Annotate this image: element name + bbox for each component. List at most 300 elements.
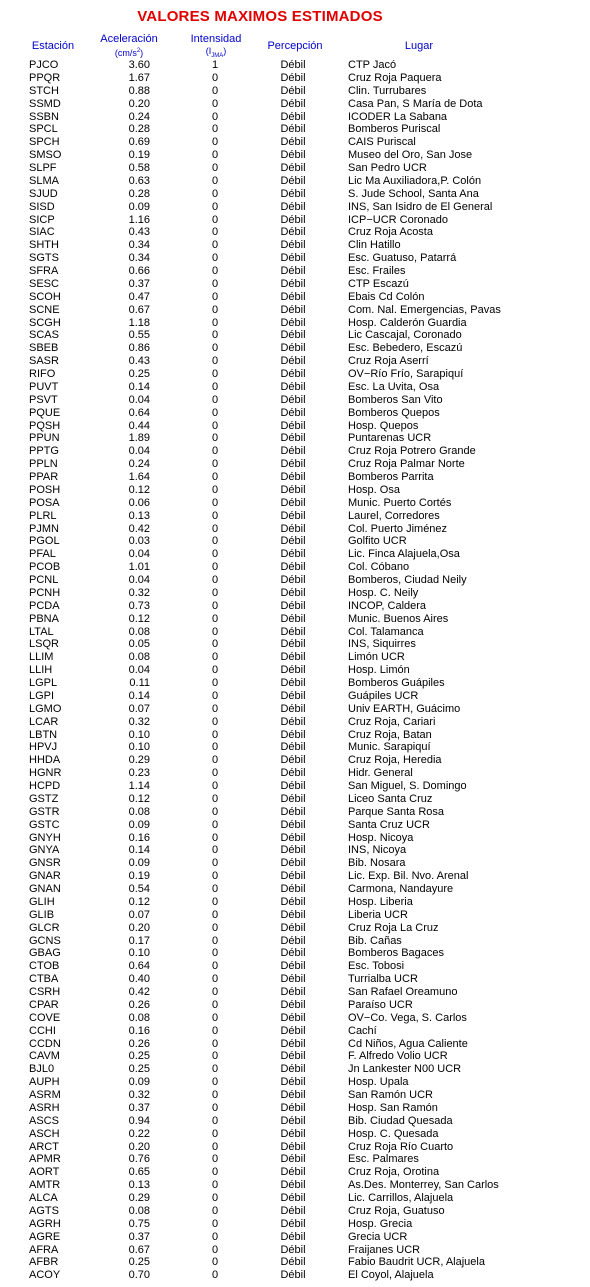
perception-value: Débil <box>280 252 306 265</box>
table-row <box>0 85 590 98</box>
station-code: RIFO <box>29 368 56 380</box>
location-name: Puntarenas UCR <box>348 432 432 445</box>
table-row <box>0 188 590 201</box>
station-code: PJMN <box>29 522 59 535</box>
table-row <box>0 201 590 214</box>
intensity-value: 0 <box>211 908 219 921</box>
location-name: Clin Hatillo <box>348 239 401 252</box>
table-row <box>0 896 590 909</box>
intensity-value: 0 <box>211 973 219 986</box>
location-name: OV−Río Frío, Sarapiquí <box>348 368 464 380</box>
location-name: Bomberos Bagaces <box>348 947 444 960</box>
perception-value: Débil <box>280 1089 306 1101</box>
intensity-value: 0 <box>211 252 219 265</box>
acceleration-value: 0.94 <box>128 1114 150 1127</box>
table-row <box>0 381 590 394</box>
perception-value: Débil <box>280 767 306 780</box>
intensity-value: 0 <box>211 586 219 599</box>
table-row <box>0 252 590 265</box>
location-name: S. Jude School, Santa Ana <box>348 187 479 200</box>
perception-value: Débil <box>280 780 306 792</box>
location-name: Esc. La Uvita, Osa <box>348 380 440 393</box>
perception-value: Débil <box>280 174 306 187</box>
acceleration-value: 0.37 <box>128 1230 150 1243</box>
table-row <box>0 986 590 999</box>
table-row <box>0 239 590 252</box>
station-code: SCNE <box>29 303 60 316</box>
location-name: INS, Nicoya <box>348 844 407 857</box>
table-row <box>0 548 590 561</box>
location-name: Lic. Exp. Bil. Nvo. Arenal <box>348 870 469 883</box>
station-code: LSQR <box>29 638 59 651</box>
perception-value: Débil <box>280 380 306 393</box>
station-code: GNAR <box>29 870 61 883</box>
table-row <box>0 947 590 960</box>
perception-value: Débil <box>280 1153 306 1166</box>
station-code: LGPI <box>29 689 55 702</box>
table-row <box>0 394 590 407</box>
station-code: SISD <box>29 200 55 213</box>
intensity-value: 0 <box>211 792 219 805</box>
acceleration-value: 0.37 <box>128 1101 150 1114</box>
perception-value: Débil <box>280 599 306 612</box>
perception-value: Débil <box>280 998 306 1011</box>
table-row <box>0 265 590 278</box>
perception-value: Débil <box>280 1024 306 1037</box>
location-name: Col. Puerto Jiménez <box>348 522 448 535</box>
location-name: Hosp. Liberia <box>348 895 413 908</box>
table-row <box>0 574 590 587</box>
acceleration-value: 0.09 <box>128 1076 150 1089</box>
location-name: Cruz Roja, Guatuso <box>348 1204 445 1217</box>
acceleration-value: 1.89 <box>128 432 150 445</box>
table-row <box>0 1128 590 1141</box>
table-row <box>0 407 590 420</box>
location-name: Cruz Roja Aserrí <box>348 355 429 368</box>
acceleration-value: 0.67 <box>128 1243 150 1256</box>
perception-value: Débil <box>280 509 306 522</box>
acceleration-value: 0.12 <box>128 612 150 625</box>
location-name: Parque Santa Rosa <box>348 805 445 818</box>
acceleration-value: 0.26 <box>128 1037 150 1050</box>
intensity-value: 0 <box>211 1230 219 1243</box>
acceleration-value: 0.11 <box>129 677 150 689</box>
location-name: Cruz Roja Palmar Norte <box>348 458 465 471</box>
station-code: SGTS <box>29 252 59 265</box>
station-code: AFRA <box>29 1243 59 1256</box>
perception-value: Débil <box>280 277 306 290</box>
acceleration-value: 1.14 <box>128 780 150 792</box>
perception-value: Débil <box>280 625 306 638</box>
acceleration-value: 0.12 <box>128 792 150 805</box>
acceleration-value: 0.28 <box>128 123 150 136</box>
location-name: Bib. Cañas <box>348 934 402 947</box>
station-code: PSVT <box>29 393 58 406</box>
station-code: AGTS <box>29 1204 59 1217</box>
acceleration-value: 0.14 <box>128 380 150 393</box>
intensity-value: 0 <box>211 483 219 496</box>
table-row <box>0 806 590 819</box>
intensity-value: 0 <box>211 174 219 187</box>
station-code: GLIB <box>29 908 55 921</box>
location-name: Bomberos Puriscal <box>348 123 441 136</box>
perception-value: Débil <box>280 689 306 702</box>
table-row <box>0 510 590 523</box>
table-row <box>0 600 590 613</box>
perception-value: Débil <box>280 651 306 664</box>
table-row <box>0 677 590 690</box>
intensity-value: 0 <box>211 651 219 664</box>
intensity-value: 0 <box>211 1192 219 1204</box>
table-row <box>0 1038 590 1051</box>
table-row <box>0 111 590 124</box>
station-code: AFBR <box>29 1256 59 1269</box>
station-code: PCNL <box>29 574 59 586</box>
intensity-value: 0 <box>211 947 219 960</box>
intensity-value: 0 <box>211 277 219 290</box>
table-row <box>0 819 590 832</box>
table-row <box>0 883 590 896</box>
station-code: GNYH <box>29 831 61 844</box>
intensity-value: 0 <box>211 561 219 574</box>
acceleration-value: 1.67 <box>128 71 150 84</box>
table-row <box>0 793 590 806</box>
acceleration-value: 0.09 <box>128 200 150 213</box>
station-code: PUVT <box>29 380 59 393</box>
acceleration-value: 0.12 <box>128 483 150 496</box>
acceleration-value: 0.06 <box>128 496 150 509</box>
intensity-value: 0 <box>211 239 219 252</box>
acceleration-value: 0.19 <box>128 149 150 162</box>
table-row <box>0 72 590 85</box>
perception-value: Débil <box>280 290 306 303</box>
perception-value: Débil <box>280 355 306 368</box>
intensity-value: 0 <box>211 805 219 818</box>
intensity-value: 1 <box>211 59 219 71</box>
intensity-value: 0 <box>211 458 219 471</box>
intensity-value: 0 <box>211 986 219 998</box>
header-aceleracion-unit: $(cm/s^2)$ <box>114 48 144 58</box>
station-code: SLMA <box>29 174 59 187</box>
station-code: GCNS <box>29 934 61 947</box>
location-name: Fraijanes UCR <box>348 1243 421 1256</box>
location-name: Clin. Turrubares <box>348 84 427 97</box>
table-row <box>0 909 590 922</box>
table-row <box>0 690 590 703</box>
intensity-value: 0 <box>211 1217 219 1230</box>
perception-value: Débil <box>280 84 306 97</box>
acceleration-value: 0.26 <box>128 998 150 1011</box>
table-row <box>0 626 590 639</box>
location-name: Bomberos, Ciudad Neily <box>348 574 467 586</box>
perception-value: Débil <box>280 1063 306 1076</box>
intensity-value: 0 <box>211 998 219 1011</box>
table-row <box>0 458 590 471</box>
acceleration-value: 0.42 <box>128 986 150 998</box>
intensity-value: 0 <box>211 638 219 651</box>
acceleration-value: 0.23 <box>128 767 150 780</box>
table-row <box>0 484 590 497</box>
location-name: CAIS Puriscal <box>348 136 416 149</box>
location-name: Cd Niños, Agua Caliente <box>348 1037 468 1050</box>
station-code: AGRH <box>29 1217 61 1230</box>
table-row <box>0 1025 590 1038</box>
intensity-value: 0 <box>211 1037 219 1050</box>
station-code: LGPL <box>29 677 58 689</box>
acceleration-value: 0.13 <box>128 1179 150 1192</box>
intensity-value: 0 <box>211 818 219 831</box>
perception-value: Débil <box>280 818 306 831</box>
intensity-value: 0 <box>211 625 219 638</box>
station-code: SBEB <box>29 342 59 355</box>
station-code: HGNR <box>29 767 62 780</box>
location-name: Cruz Roja La Cruz <box>348 921 439 934</box>
location-name: Munic. Sarapiquí <box>348 741 431 754</box>
perception-value: Débil <box>280 71 306 84</box>
station-code: ASRH <box>29 1101 60 1114</box>
acceleration-value: 0.04 <box>128 548 150 561</box>
intensity-value: 0 <box>211 496 219 509</box>
intensity-value: 0 <box>211 200 219 213</box>
acceleration-value: 0.10 <box>128 741 150 754</box>
perception-value: Débil <box>280 368 306 380</box>
location-name: Ebais Cd Colón <box>348 290 425 303</box>
perception-value: Débil <box>280 870 306 883</box>
perception-value: Débil <box>280 831 306 844</box>
acceleration-value: 0.24 <box>128 458 150 471</box>
perception-value: Débil <box>280 754 306 767</box>
intensity-value: 0 <box>211 342 219 355</box>
perception-value: Débil <box>280 883 306 895</box>
table-row <box>0 1231 590 1244</box>
location-name: Cruz Roja Acosta <box>348 226 433 239</box>
station-code: SSMD <box>29 97 61 110</box>
perception-value: Débil <box>280 1140 306 1153</box>
station-code: SICP <box>29 213 55 226</box>
perception-value: Débil <box>280 162 306 174</box>
acceleration-value: 0.17 <box>128 934 150 947</box>
perception-value: Débil <box>280 908 306 921</box>
table-row <box>0 471 590 484</box>
location-name: Museo del Oro, San Jose <box>348 149 473 162</box>
perception-value: Débil <box>280 1050 306 1063</box>
table-row <box>0 1218 590 1231</box>
location-name: Laurel, Corredores <box>348 509 440 522</box>
location-name: Fabio Baudrit UCR, Alajuela <box>348 1256 485 1269</box>
table-row <box>0 1166 590 1179</box>
station-code: CSRH <box>29 986 61 998</box>
perception-value: Débil <box>280 805 306 818</box>
location-name: El Coyol, Alajuela <box>348 1269 434 1282</box>
acceleration-value: 0.08 <box>128 651 150 664</box>
acceleration-value: 0.88 <box>128 84 150 97</box>
table-row <box>0 136 590 149</box>
acceleration-value: 0.43 <box>128 226 150 239</box>
station-code: SESC <box>29 277 59 290</box>
intensity-value: 0 <box>211 1204 219 1217</box>
station-code: PGOL <box>29 535 60 548</box>
perception-value: Débil <box>280 226 306 239</box>
perception-value: Débil <box>280 483 306 496</box>
station-code: HCPD <box>29 780 61 792</box>
acceleration-value: 0.14 <box>128 689 150 702</box>
station-code: SIAC <box>29 226 55 239</box>
perception-value: Débil <box>280 419 306 432</box>
perception-value: Débil <box>280 1230 306 1243</box>
perception-value: Débil <box>280 986 306 998</box>
location-name: San Ramón UCR <box>348 1089 433 1101</box>
location-name: CTP Escazú <box>348 277 409 290</box>
location-name: INS, Siquirres <box>348 638 416 651</box>
acceleration-value: 0.76 <box>128 1153 150 1166</box>
table-row <box>0 716 590 729</box>
table-row <box>0 123 590 136</box>
station-code: ASCH <box>29 1127 60 1140</box>
acceleration-value: 1.01 <box>128 561 150 574</box>
station-code: GLCR <box>29 921 60 934</box>
intensity-value: 0 <box>211 471 219 483</box>
location-name: Esc. Guatuso, Patarrá <box>348 252 457 265</box>
location-name: As.Des. Monterrey, San Carlos <box>348 1179 499 1192</box>
intensity-value: 0 <box>211 329 219 342</box>
intensity-value: 0 <box>211 754 219 767</box>
station-code: PPUN <box>29 432 60 445</box>
intensity-value: 0 <box>211 535 219 548</box>
location-name: Bomberos San Vito <box>348 393 443 406</box>
perception-value: Débil <box>280 1114 306 1127</box>
table-row <box>0 1050 590 1063</box>
perception-value: Débil <box>280 535 306 548</box>
location-name: INS, San Isidro de El General <box>348 200 493 213</box>
table-row <box>0 1076 590 1089</box>
intensity-value: 0 <box>211 767 219 780</box>
station-code: HHDA <box>29 754 61 767</box>
station-code: PJCO <box>29 59 59 71</box>
table-row <box>0 638 590 651</box>
table-row <box>0 1115 590 1128</box>
location-name: Univ EARTH, Guácimo <box>348 702 461 715</box>
acceleration-value: 0.32 <box>128 586 150 599</box>
intensity-value: 0 <box>211 393 219 406</box>
location-name: Grecia UCR <box>348 1230 408 1243</box>
location-name: Jn Lankester N00 UCR <box>348 1063 462 1076</box>
station-code: CPAR <box>29 998 59 1011</box>
table-row <box>0 175 590 188</box>
perception-value: Débil <box>280 702 306 715</box>
intensity-value: 0 <box>211 406 219 419</box>
intensity-value: 0 <box>211 934 219 947</box>
perception-value: Débil <box>280 406 306 419</box>
perception-value: Débil <box>280 1037 306 1050</box>
table-row <box>0 317 590 330</box>
intensity-value: 0 <box>211 123 219 136</box>
intensity-value: 0 <box>211 136 219 149</box>
location-name: Hosp. Nicoya <box>348 831 414 844</box>
perception-value: Débil <box>280 973 306 986</box>
intensity-value: 0 <box>211 1256 219 1269</box>
station-code: SMSO <box>29 149 62 162</box>
perception-value: Débil <box>280 303 306 316</box>
table-row <box>0 214 590 227</box>
acceleration-value: 0.24 <box>128 110 150 123</box>
acceleration-value: 3.60 <box>128 59 150 71</box>
perception-value: Débil <box>280 638 306 651</box>
perception-value: Débil <box>280 1076 306 1089</box>
location-name: Esc. Frailes <box>348 265 406 277</box>
acceleration-value: 0.03 <box>128 535 150 548</box>
intensity-value: 0 <box>211 432 219 445</box>
acceleration-value: 0.69 <box>128 136 150 149</box>
acceleration-value: 0.70 <box>128 1269 150 1282</box>
acceleration-value: 0.12 <box>128 895 150 908</box>
location-name: Golfito UCR <box>348 535 407 548</box>
intensity-value: 0 <box>211 509 219 522</box>
station-code: PBNA <box>29 612 59 625</box>
table-row <box>0 278 590 291</box>
table-row <box>0 523 590 536</box>
acceleration-value: 0.58 <box>128 162 150 174</box>
location-name: Hosp. Upala <box>348 1076 409 1089</box>
table-row <box>0 226 590 239</box>
station-code: PCOB <box>29 561 61 574</box>
table-row <box>0 870 590 883</box>
intensity-value: 0 <box>211 187 219 200</box>
station-code: CAVM <box>29 1050 60 1063</box>
station-code: PCDA <box>29 599 60 612</box>
station-code: CTOB <box>29 960 60 973</box>
acceleration-value: 0.75 <box>128 1217 150 1230</box>
table-row <box>0 999 590 1012</box>
perception-value: Débil <box>280 187 306 200</box>
intensity-value: 0 <box>211 780 219 792</box>
perception-value: Débil <box>280 471 306 483</box>
station-code: COVE <box>29 1011 61 1024</box>
table-row <box>0 1205 590 1218</box>
perception-value: Débil <box>280 612 306 625</box>
intensity-value: 0 <box>211 355 219 368</box>
intensity-value: 0 <box>211 870 219 883</box>
perception-value: Débil <box>280 1179 306 1192</box>
station-code: AORT <box>29 1166 60 1179</box>
acceleration-value: 0.22 <box>128 1127 150 1140</box>
station-code: GNAN <box>29 883 61 895</box>
table-row <box>0 780 590 793</box>
intensity-value: 0 <box>211 316 219 329</box>
table-row <box>0 613 590 626</box>
intensity-value: 0 <box>211 831 219 844</box>
station-code: BJL0 <box>29 1063 55 1076</box>
station-code: PLRL <box>29 509 57 522</box>
station-code: HPVJ <box>29 741 58 754</box>
perception-value: Débil <box>280 934 306 947</box>
acceleration-value: 0.20 <box>128 1140 150 1153</box>
station-code: LGMO <box>29 702 62 715</box>
station-code: CCDN <box>29 1037 61 1050</box>
location-name: OV−Co. Vega, S. Carlos <box>348 1011 467 1024</box>
station-code: PPAR <box>29 471 59 483</box>
location-name: Cruz Roja, Batan <box>348 728 432 741</box>
intensity-value: 0 <box>211 599 219 612</box>
intensity-value: 0 <box>211 1114 219 1127</box>
perception-value: Débil <box>280 1256 306 1269</box>
perception-value: Débil <box>280 664 306 677</box>
station-code: PPTG <box>29 445 59 458</box>
table-row <box>0 304 590 317</box>
station-code: STCH <box>29 84 59 97</box>
acceleration-value: 0.25 <box>128 1063 150 1076</box>
station-code: LTAL <box>29 625 54 638</box>
location-name: CTP Jacó <box>348 59 397 71</box>
